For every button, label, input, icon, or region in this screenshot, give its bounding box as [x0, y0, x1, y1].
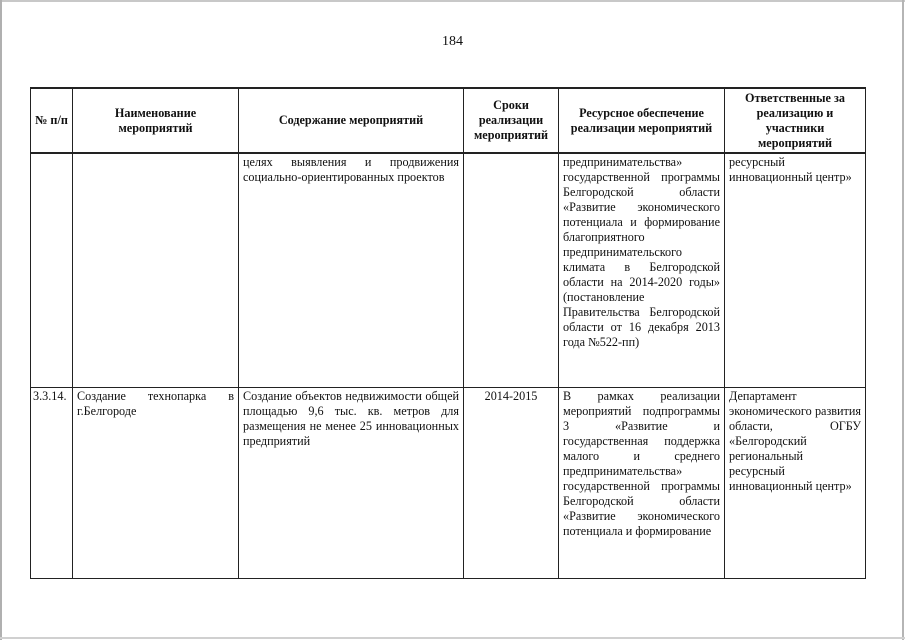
header-content: Содержание мероприятий	[239, 88, 464, 153]
scan-edge-top	[0, 0, 905, 2]
cell-content: целях выявления и продвижения социально-ориентированных проектов	[239, 153, 464, 388]
cell-num	[31, 153, 73, 388]
cell-responsible: Департамент экономического развития области, ОГБУ «Белгородский региональный ресурсный инновационный центр»	[725, 388, 866, 579]
cell-term	[464, 153, 559, 388]
cell-num: 3.3.14.	[31, 388, 73, 579]
cell-content: Создание объектов недвижимости общей площадью 9,6 тыс. кв. метров для размещения не менее 25 инновационных предприятий	[239, 388, 464, 579]
cell-resources: В рамках реализации мероприятий подпрограммы 3 «Развитие и государственная поддержка малого и среднего предпринимательства» государственной программы Белгородской области «Развитие экономического потенциала и формирование	[559, 388, 725, 579]
header-name: Наименование мероприятий	[73, 88, 239, 153]
table-header-row	[31, 88, 866, 153]
header-resources: Ресурсное обеспечение реализации мероприятий	[559, 88, 725, 153]
header-num: № п/п	[31, 88, 73, 153]
cell-name	[73, 153, 239, 388]
cell-name: Создание технопарка в г.Белгороде	[73, 388, 239, 579]
header-term: Сроки реализации мероприятий	[464, 88, 559, 153]
scan-edge-left	[0, 0, 2, 640]
table-row	[31, 153, 866, 388]
events-table	[30, 87, 866, 579]
cell-term: 2014-2015	[464, 388, 559, 579]
scan-edge-right	[902, 0, 904, 640]
table-row	[31, 388, 866, 579]
page-number: 184	[442, 34, 463, 49]
header-responsible: Ответственные за реализацию и участники мероприятий	[725, 88, 866, 153]
cell-resources: предпринимательства» государственной программы Белгородской области «Развитие экономического потенциала и формирование благоприятного предпринимательского климата в Белгородской области на 2014-2020 годы» (постановление Правительства Белгородской области от 16 декабря 2013 года №522-пп)	[559, 153, 725, 388]
cell-responsible: ресурсный инновационный центр»	[725, 153, 866, 388]
scan-edge-bottom	[0, 637, 905, 639]
